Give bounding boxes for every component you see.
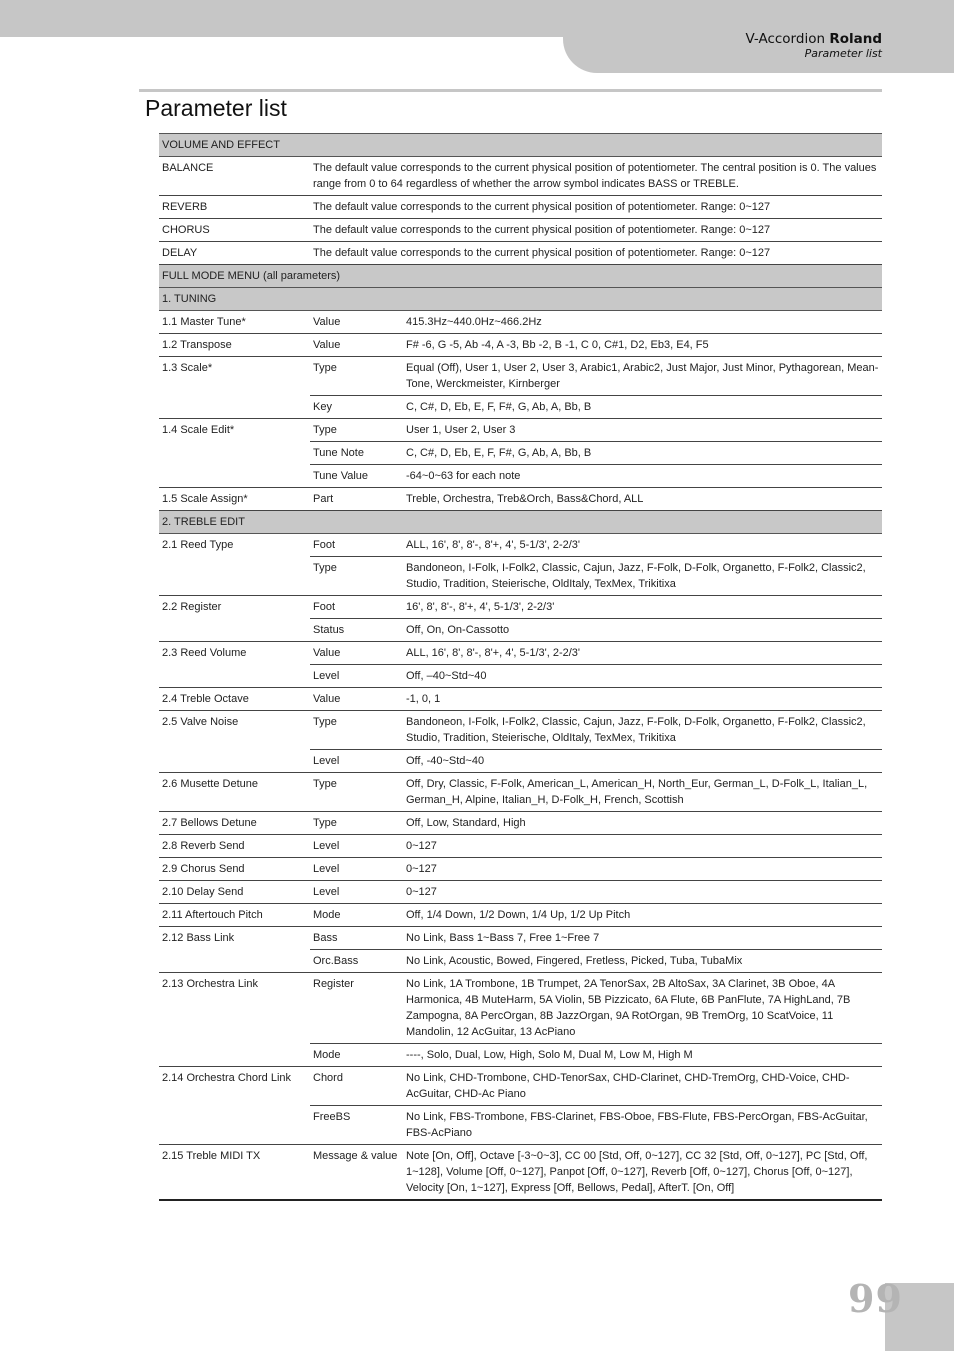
subparam-label: Type [310,812,403,835]
param-name: 1.4 Scale Edit* [159,419,310,488]
header-tab [563,0,954,73]
subparam-value: ----, Solo, Dual, Low, High, Solo M, Dual M, Low M, High M [403,1044,882,1067]
param-name: 2.10 Delay Send [159,881,310,904]
table-row [159,1067,882,1106]
subparam-label: Register [310,973,403,1044]
section-header [159,265,882,288]
table-row [159,835,882,858]
subparam-value: ALL, 16', 8', 8'-, 8'+, 4', 5-1/3', 2-2/3' [403,642,882,665]
param-name: REVERB [159,196,310,219]
subparam-value: 0~127 [403,835,882,858]
subparam-value: Bandoneon, I-Folk, I-Folk2, Classic, Cajun, Jazz, F-Folk, D-Folk, Organetto, F-Folk2, Classic2, Studio, Tradition, Steierische, OldItaly, TexMex, Trikitixa [403,557,882,596]
section-header [159,288,882,311]
subparam-label: Type [310,357,403,396]
subparam-label: Type [310,773,403,812]
subparam-label: Type [310,557,403,596]
param-description: The default value corresponds to the current physical position of potentiometer. Range: 0~127 [310,242,882,265]
subparam-label: Level [310,750,403,773]
header-title [745,31,882,47]
param-name: 1.1 Master Tune* [159,311,310,334]
param-name: 2.2 Register [159,596,310,642]
table-row [159,688,882,711]
table-row [159,927,882,950]
subparam-value: ALL, 16', 8', 8'-, 8'+, 4', 5-1/3', 2-2/3' [403,534,882,557]
param-name: 2.7 Bellows Detune [159,812,310,835]
param-name: 1.5 Scale Assign* [159,488,310,511]
subparam-label: Level [310,881,403,904]
subparam-label: Key [310,396,403,419]
product-name: V-Accordion [745,31,826,47]
subparam-value: 0~127 [403,881,882,904]
table-row [159,242,882,265]
brand-logo: Roland [829,31,882,47]
subparam-value: Off, On, On-Cassotto [403,619,882,642]
subparam-label: FreeBS [310,1106,403,1145]
subparam-label: Value [310,311,403,334]
table-row [159,773,882,812]
subparam-label: Tune Note [310,442,403,465]
table-row [159,881,882,904]
param-name: 2.15 Treble MIDI TX [159,1145,310,1201]
subparam-label: Foot [310,596,403,619]
subparam-value: User 1, User 2, User 3 [403,419,882,442]
section-title: VOLUME AND EFFECT [159,134,882,157]
subparam-value: No Link, CHD-Trombone, CHD-TenorSax, CHD-Clarinet, CHD-TremOrg, CHD-Voice, CHD-AcGuitar, CHD-Ac Piano [403,1067,882,1106]
subparam-label: Value [310,642,403,665]
subparam-label: Tune Value [310,465,403,488]
table-row [159,311,882,334]
title-rule [139,89,882,92]
section-title: 1. TUNING [159,288,882,311]
param-name: 2.4 Treble Octave [159,688,310,711]
param-name: 2.13 Orchestra Link [159,973,310,1067]
table-row [159,642,882,665]
subparam-value: -64~0~63 for each note [403,465,882,488]
subparam-value: Off, 1/4 Down, 1/2 Down, 1/4 Up, 1/2 Up Pitch [403,904,882,927]
page-title: Parameter list [145,95,287,121]
param-name: 2.5 Valve Noise [159,711,310,773]
table-row [159,357,882,396]
table-row [159,334,882,357]
subparam-label: Message & value [310,1145,403,1201]
param-name: BALANCE [159,157,310,196]
subparam-label: Type [310,419,403,442]
subparam-label: Status [310,619,403,642]
subparam-value: F# -6, G -5, Ab -4, A -3, Bb -2, B -1, C 0, C#1, D2, Eb3, E4, F5 [403,334,882,357]
subparam-value: C, C#, D, Eb, E, F, F#, G, Ab, A, Bb, B [403,442,882,465]
subparam-label: Level [310,835,403,858]
subparam-label: Part [310,488,403,511]
subparam-value: Note [On, Off], Octave [-3~0~3], CC 00 [Std, Off, 0~127], CC 32 [Std, Off, 0~127], PC [Std, Off, 1~128], Volume [Off, 0~127], Panpot [Off, 0~127], Reverb [Off, 0~127], Chorus [Off, 0~127], Velocity [On, 1~127], Express [Off, Bellows, Pedal], AfterT. [On, Off] [403,1145,882,1201]
param-description: The default value corresponds to the current physical position of potentiometer. The central position is 0. The values range from 0 to 64 regardless of whether the arrow symbol indicates BASS or TREBLE. [310,157,882,196]
param-description: The default value corresponds to the current physical position of potentiometer. Range: 0~127 [310,196,882,219]
table-row [159,219,882,242]
subparam-value: 415.3Hz~440.0Hz~466.2Hz [403,311,882,334]
table-row [159,711,882,750]
param-name: 1.2 Transpose [159,334,310,357]
table-row [159,419,882,442]
subparam-value: Off, -40~Std~40 [403,750,882,773]
table-row [159,157,882,196]
subparam-value: Treble, Orchestra, Treb&Orch, Bass&Chord, ALL [403,488,882,511]
table-row [159,812,882,835]
subparam-value: Off, Low, Standard, High [403,812,882,835]
subparam-label: Value [310,688,403,711]
parameter-table [159,133,882,1201]
table-row [159,973,882,1044]
subparam-value: Off, –40~Std~40 [403,665,882,688]
subparam-label: Level [310,858,403,881]
param-name: 2.3 Reed Volume [159,642,310,688]
subparam-value: No Link, FBS-Trombone, FBS-Clarinet, FBS-Oboe, FBS-Flute, FBS-PercOrgan, FBS-AcGuitar, FBS-AcPiano [403,1106,882,1145]
table-row [159,596,882,619]
parameter-table-wrapper [159,133,882,1201]
subparam-value: 0~127 [403,858,882,881]
subparam-label: Mode [310,904,403,927]
param-name: 2.1 Reed Type [159,534,310,596]
param-name: 2.8 Reverb Send [159,835,310,858]
subparam-value: No Link, Bass 1~Bass 7, Free 1~Free 7 [403,927,882,950]
subparam-label: Mode [310,1044,403,1067]
param-name: DELAY [159,242,310,265]
table-row [159,534,882,557]
section-title: FULL MODE MENU (all parameters) [159,265,882,288]
subparam-value: Off, Dry, Classic, F-Folk, American_L, American_H, North_Eur, German_L, D-Folk_L, Italian_L, German_H, Alpine, Italian_H, D-Folk_H, French, Scottish [403,773,882,812]
table-row [159,488,882,511]
subparam-value: C, C#, D, Eb, E, F, F#, G, Ab, A, Bb, B [403,396,882,419]
param-name: 1.3 Scale* [159,357,310,419]
subparam-label: Value [310,334,403,357]
subparam-value: 16', 8', 8'-, 8'+, 4', 5-1/3', 2-2/3' [403,596,882,619]
param-name: 2.11 Aftertouch Pitch [159,904,310,927]
table-row [159,196,882,219]
subparam-value: -1, 0, 1 [403,688,882,711]
subparam-label: Bass [310,927,403,950]
subparam-value: Equal (Off), User 1, User 2, User 3, Arabic1, Arabic2, Just Major, Just Minor, Pythagorean, Mean-Tone, Werckmeister, Kirnberger [403,357,882,396]
subparam-label: Foot [310,534,403,557]
param-name: CHORUS [159,219,310,242]
subparam-label: Level [310,665,403,688]
subparam-value: No Link, Acoustic, Bowed, Fingered, Fretless, Picked, Tuba, TubaMix [403,950,882,973]
param-name: 2.9 Chorus Send [159,858,310,881]
page-number: 99 [848,1276,903,1321]
subparam-label: Chord [310,1067,403,1106]
section-header [159,511,882,534]
subparam-value: Bandoneon, I-Folk, I-Folk2, Classic, Cajun, Jazz, F-Folk, D-Folk, Organetto, F-Folk2, Classic2, Studio, Tradition, Steierische, OldItaly, TexMex, Trikitixa [403,711,882,750]
section-header [159,134,882,157]
subparam-value: No Link, 1A Trombone, 1B Trumpet, 2A TenorSax, 2B AltoSax, 3A Clarinet, 3B Oboe, 4A Harmonica, 4B MuteHarm, 5A Violin, 5B Pizzicato, 6A Flute, 6B PanFlute, 7A HighLand, 7B Zampogna, 8A PercOrgan, 8B JazzOrgan, 9A RotOrgan, 9B TremOrg, 10 ScatVoice, 11 Mandolin, 12 AcGuitar, 13 AcPiano [403,973,882,1044]
header-section: Parameter list [804,47,882,60]
param-name: 2.14 Orchestra Chord Link [159,1067,310,1145]
table-row [159,858,882,881]
section-title: 2. TREBLE EDIT [159,511,882,534]
table-row [159,904,882,927]
table-row [159,1145,882,1201]
param-description: The default value corresponds to the current physical position of potentiometer. Range: 0~127 [310,219,882,242]
subparam-label: Orc.Bass [310,950,403,973]
subparam-label: Type [310,711,403,750]
param-name: 2.6 Musette Detune [159,773,310,812]
param-name: 2.12 Bass Link [159,927,310,973]
